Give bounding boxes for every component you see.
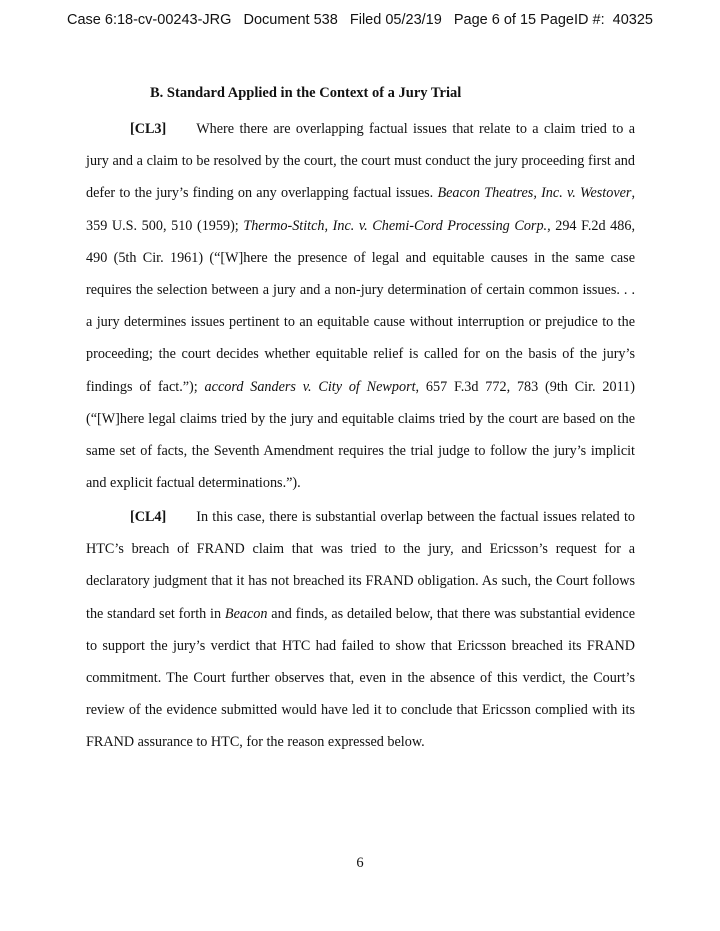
paragraph-text xyxy=(86,121,635,491)
paragraph-text xyxy=(86,509,635,750)
text-run: In this case, there is substantial overlap between the factual issues related to HTC’s breach of FRAND claim that was tried to the jury, and Ericsson’s request for a declaratory judgment that it has not breached its FRAND obligation. As such, the Court follows the standard set forth in xyxy=(86,509,635,622)
paragraph-cl3 xyxy=(86,113,635,499)
text-run: , 657 F.3d 772, 783 (9th Cir. 2011) (“[W]here legal claims tried by the jury and equitable claims tried by the court are based on the same set of facts, the Seventh Amendment requires the trial judge to follow the jury’s implicit and explicit factual determinations.”). xyxy=(86,378,635,492)
text-run: Where there are overlapping factual issues that relate to a claim tried to a jury and a claim to be resolved by the court, the court must conduct the jury proceeding first and defer to the jury’s finding on any overlapping factual issues. xyxy=(86,121,635,202)
paragraph-cl4 xyxy=(86,501,635,759)
case-citation: Beacon Theatres, Inc. v. Westover xyxy=(437,185,632,202)
paragraph-tag: [CL4] xyxy=(130,509,167,525)
case-citation: accord Sanders v. City of Newport xyxy=(204,378,416,395)
text-run: , 294 F.2d 486, 490 (5th Cir. 1961) (“[W]here the presence of legal and equitable causes in the same case requires the selection between a jury and a non-jury determination of certain common issues. . . a jury determines issues pertinent to an equitable cause without interruption or prejudice to the proceeding; the court decides whether equitable relief is called for on the basis of the jury’s findings of fact.”); xyxy=(86,217,635,395)
case-header: Case 6:18-cv-00243-JRG Document 538 Filed 05/23/19 Page 6 of 15 PageID #: 40325 xyxy=(67,12,653,28)
text-run: and finds, as detailed below, that there was substantial evidence to support the jury’s verdict that HTC had failed to show that Ericsson breached its FRAND commitment. The Court further observes that, even in the absence of this verdict, the Court’s review of the evidence submitted would have led it to conclude that Ericsson complied with its FRAND assurance to HTC, for the reason expressed below. xyxy=(86,605,635,751)
page-number: 6 xyxy=(356,855,364,871)
section-heading: B. Standard Applied in the Context of a Jury Trial xyxy=(150,85,462,101)
case-citation: Thermo-Stitch, Inc. v. Chemi-Cord Processing Corp. xyxy=(243,217,548,234)
case-citation: Beacon xyxy=(224,605,268,622)
paragraph-tag: [CL3] xyxy=(130,121,167,137)
text-run: , 359 U.S. 500, 510 (1959); xyxy=(86,185,636,234)
